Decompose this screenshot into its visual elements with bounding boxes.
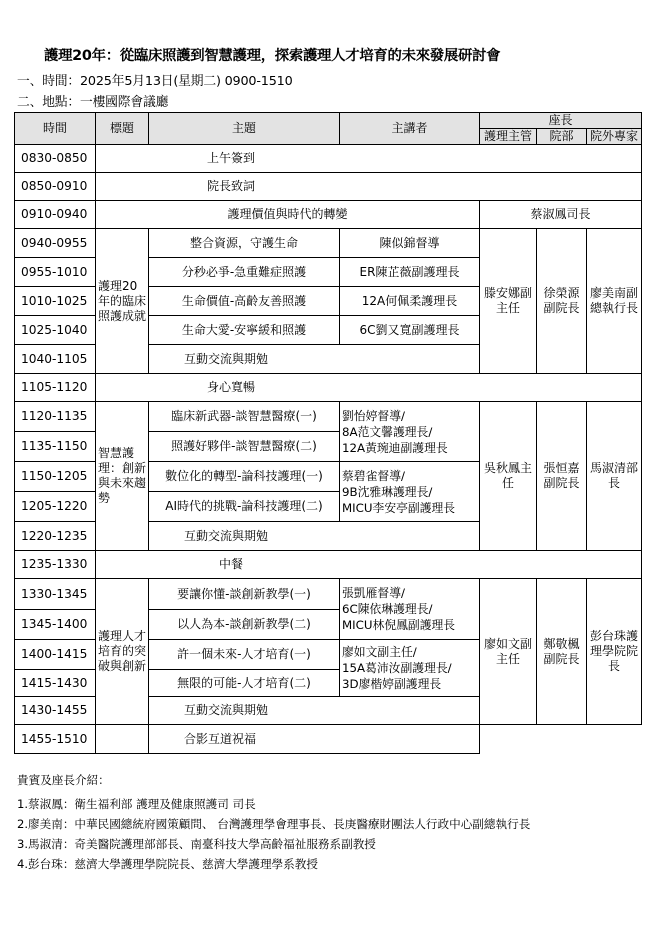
chair-external: 馬淑清部長: [587, 402, 642, 551]
row-text-label: 身心寬暢: [206, 380, 255, 394]
event-time: 一、時間：2025年5月13日(星期二) 0900-1510: [17, 74, 293, 89]
speaker-cell: 陳似錦督導: [340, 229, 480, 258]
chair-nursing: 滕安娜副主任: [480, 229, 537, 374]
speaker-line: 劉怡婷督導/: [342, 408, 405, 423]
time-cell: 0910-0940: [15, 201, 96, 229]
chair-nursing: 廖如文副主任: [480, 579, 537, 725]
table-header-row: [15, 113, 642, 129]
row-text: [96, 374, 642, 402]
time-cell: 1025-1040: [15, 316, 96, 345]
table-row: [15, 145, 642, 173]
speaker-line: 6C陳依琳護理長/: [342, 602, 433, 616]
topic-label: 互動交流與期勉: [184, 703, 269, 717]
topic-cell: [149, 522, 480, 551]
session-label: 護理人才培育的突破與創新: [96, 579, 149, 725]
speaker-line: 蔡碧雀督導/: [342, 468, 405, 483]
speaker-group-b: [340, 640, 480, 697]
time-cell: 1040-1105: [15, 345, 96, 374]
row-text-label: 上午簽到: [206, 151, 255, 165]
row-text: [96, 173, 642, 201]
row-text-label: 院長致詞: [206, 179, 255, 193]
topic-cell: 無限的可能-人才培育(二): [149, 670, 340, 697]
speaker-group-a: [340, 402, 480, 462]
speaker-line: MICU李安亭副護理長: [342, 500, 456, 515]
empty-chair-area: [480, 725, 642, 754]
time-cell: 1455-1510: [15, 725, 96, 754]
time-cell: 0940-0955: [15, 229, 96, 258]
header-topic: 主題: [149, 113, 340, 145]
topic-cell: 許一個未來-人才培育(一): [149, 640, 340, 670]
time-cell: 1135-1150: [15, 432, 96, 462]
topic-cell: 要讓你懂-談創新教學(一): [149, 579, 340, 610]
table-row: [15, 402, 642, 432]
time-cell: 0850-0910: [15, 173, 96, 201]
table-row: [15, 579, 642, 610]
chair-nursing: 吳秋鳳主任: [480, 402, 537, 551]
topic-cell: AI時代的挑戰-論科技護理(二): [149, 492, 340, 522]
topic-cell: [149, 345, 480, 374]
header-label: 標題: [96, 113, 149, 145]
speaker-line: 8A范文馨護理長/: [342, 424, 433, 439]
header-time: 時間: [15, 113, 96, 145]
time-cell: 1430-1455: [15, 697, 96, 725]
topic-cell: 分秒必爭-急重難症照護: [149, 258, 340, 287]
speaker-line: 12A黃琬迪副護理長: [342, 440, 448, 455]
time-cell: 1105-1120: [15, 374, 96, 402]
topic-label: 互動交流與期勉: [184, 528, 269, 543]
speaker-line: 廖如文副主任/: [342, 645, 417, 659]
topic-cell: 以人為本-談創新教學(二): [149, 610, 340, 640]
row-text: [96, 551, 642, 579]
topic-cell: [149, 725, 480, 754]
chair-dept: 張恒嘉副院長: [537, 402, 587, 551]
time-cell: 1345-1400: [15, 610, 96, 640]
time-cell: 1205-1220: [15, 492, 96, 522]
table-row: [15, 201, 642, 229]
empty-label-cell: [96, 725, 149, 754]
session-label: 智慧護理：創新與未來趨勢: [96, 402, 149, 551]
chair-external: 彭台珠護理學院院長: [587, 579, 642, 725]
speaker-cell: 12A何佩柔護理長: [340, 287, 480, 316]
speaker-line: 15A葛沛汝副護理長/: [342, 661, 452, 675]
speaker-cell: ER陳芷薇副護理長: [340, 258, 480, 287]
document-title: 護理20年：從臨床照護到智慧護理，探索護理人才培育的未來發展研討會: [44, 48, 501, 64]
table-row: [15, 173, 642, 201]
topic-label: 互動交流與期勉: [184, 351, 269, 366]
table-row: [15, 551, 642, 579]
session-label: 護理20年的臨床照護成就: [96, 229, 149, 374]
topic-cell: [149, 697, 480, 725]
topic-cell: 護理價值與時代的轉變: [96, 201, 480, 229]
note-item: 2.廖美南：中華民國總統府國策顧問、 台灣護理學會理事長、長庚醫療財團法人行政中心副總執行長: [17, 817, 531, 831]
notes-title: 貴賓及座長介紹：: [17, 773, 110, 787]
speaker-line: 9B沈雅琳護理長/: [342, 484, 433, 499]
note-item: 1.蔡淑鳳：衛生福利部 護理及健康照護司 司長: [17, 797, 256, 811]
speaker-line: 3D廖楷婷副護理長: [342, 677, 442, 691]
chair-external: 廖美南副總執行長: [587, 229, 642, 374]
table-row: [15, 374, 642, 402]
topic-cell: 生命大愛-安寧緩和照護: [149, 316, 340, 345]
time-cell: 1010-1025: [15, 287, 96, 316]
time-cell: 1120-1135: [15, 402, 96, 432]
time-cell: 1330-1345: [15, 579, 96, 610]
note-item: 4.彭台珠：慈濟大學護理學院院長、慈濟大學護理學系教授: [17, 857, 318, 871]
time-cell: 1220-1235: [15, 522, 96, 551]
speaker-group-a: [340, 579, 480, 640]
schedule-table: [14, 112, 642, 754]
speaker-line: 張凱雁督導/: [342, 586, 405, 600]
row-text: [96, 145, 642, 173]
speaker-line: MICU林倪鳳副護理長: [342, 618, 456, 632]
time-cell: 1400-1415: [15, 640, 96, 670]
time-cell: 1235-1330: [15, 551, 96, 579]
topic-cell: 生命價值-高齡友善照護: [149, 287, 340, 316]
chair-dept: 鄭敬楓副院長: [537, 579, 587, 725]
guest-notes: [17, 772, 647, 874]
row-text-label: 中餐: [218, 557, 243, 571]
topic-cell: 臨床新武器-談智慧醫療(一): [149, 402, 340, 432]
topic-cell: 整合資源，守護生命: [149, 229, 340, 258]
time-cell: 0955-1010: [15, 258, 96, 287]
chair-dept: 徐榮源副院長: [537, 229, 587, 374]
speaker-group-b: [340, 462, 480, 522]
topic-cell: 照護好夥伴-談智慧醫療(二): [149, 432, 340, 462]
header-chair-nursing: 護理主管: [480, 129, 537, 145]
time-cell: 1150-1205: [15, 462, 96, 492]
speaker-cell: 6C劉又寬副護理長: [340, 316, 480, 345]
event-place: 二、地點：一樓國際會議廳: [17, 95, 169, 110]
header-chair-external: 院外專家: [587, 129, 642, 145]
time-cell: 0830-0850: [15, 145, 96, 173]
table-row: [15, 229, 642, 258]
topic-label: 合影互道祝福: [184, 731, 257, 746]
header-speaker: 主講者: [340, 113, 480, 145]
time-cell: 1415-1430: [15, 670, 96, 697]
note-item: 3.馬淑清：奇美醫院護理部部長、南臺科技大學高齡福祉服務系副教授: [17, 837, 376, 851]
topic-cell: 數位化的轉型-論科技護理(一): [149, 462, 340, 492]
speaker-cell: 蔡淑鳳司長: [480, 201, 642, 229]
table-row: [15, 725, 642, 754]
header-chair: 座長: [480, 113, 642, 129]
header-chair-dept: 院部: [537, 129, 587, 145]
